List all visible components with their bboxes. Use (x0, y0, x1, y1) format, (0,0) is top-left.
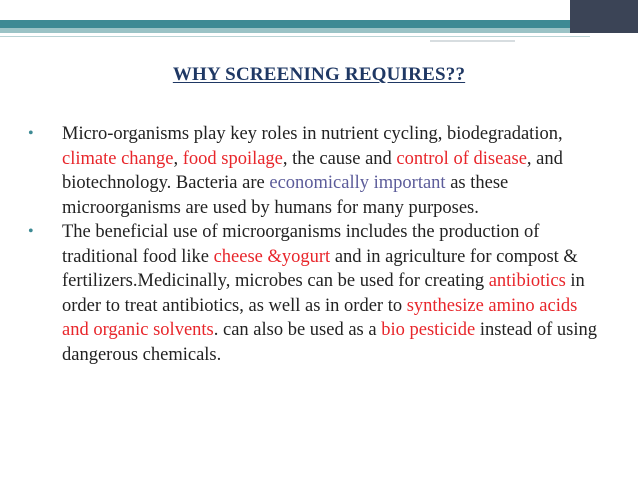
highlight-food-spoilage: food spoilage (182, 148, 283, 169)
bullet-icon: • (28, 125, 34, 142)
text-segment: , the cause and (282, 148, 397, 169)
highlight-control-of-disease: control of disease (396, 148, 527, 169)
text-segment: The beneficial use of microorganisms includes the production of traditional food like (62, 222, 540, 267)
text-segment: as these microorganisms are used by humans for many purposes. (62, 173, 509, 218)
top-bar-background (0, 0, 570, 20)
top-bar-dark-block (570, 0, 638, 33)
highlight-economically-important: economically important (269, 173, 446, 193)
highlight-antibiotics: antibiotics (488, 271, 566, 291)
text-segment: , and biotechnology. Bacteria are (62, 148, 563, 193)
text-segment: and in agriculture for compost & fertilizers.Medicinally, microbes can be used for creating (62, 246, 578, 291)
highlight-bio-pesticide: bio pesticide (381, 320, 476, 340)
bullet-item (28, 122, 598, 220)
top-bar-teal-stripe (0, 20, 570, 28)
bullet-text (62, 222, 597, 365)
bullet-text (62, 124, 563, 218)
slide-title: WHY SCREENING REQUIRES?? (172, 64, 466, 85)
highlight-cheese-yogurt: cheese &yogurt (213, 246, 331, 267)
text-segment: in order to treat antibiotics, as well as in order to (62, 271, 585, 316)
text-segment: . can also be used as a (213, 320, 382, 340)
text-segment: Micro-organisms play key roles in nutrient cycling, biodegradation, (62, 124, 563, 144)
highlight-synthesize-amino-acids: synthesize amino acids and organic solvents (62, 295, 578, 340)
top-bar-shadow-line (430, 40, 515, 42)
top-bar-thin-line (0, 36, 590, 37)
highlight-climate-change: climate change (62, 148, 174, 169)
bullet-icon: • (28, 223, 34, 240)
text-segment: , (173, 148, 183, 169)
bullet-list (28, 122, 598, 367)
bullet-item (28, 220, 598, 367)
top-bar-light-stripe (0, 28, 570, 33)
text-segment: instead of using dangerous chemicals. (62, 320, 598, 365)
